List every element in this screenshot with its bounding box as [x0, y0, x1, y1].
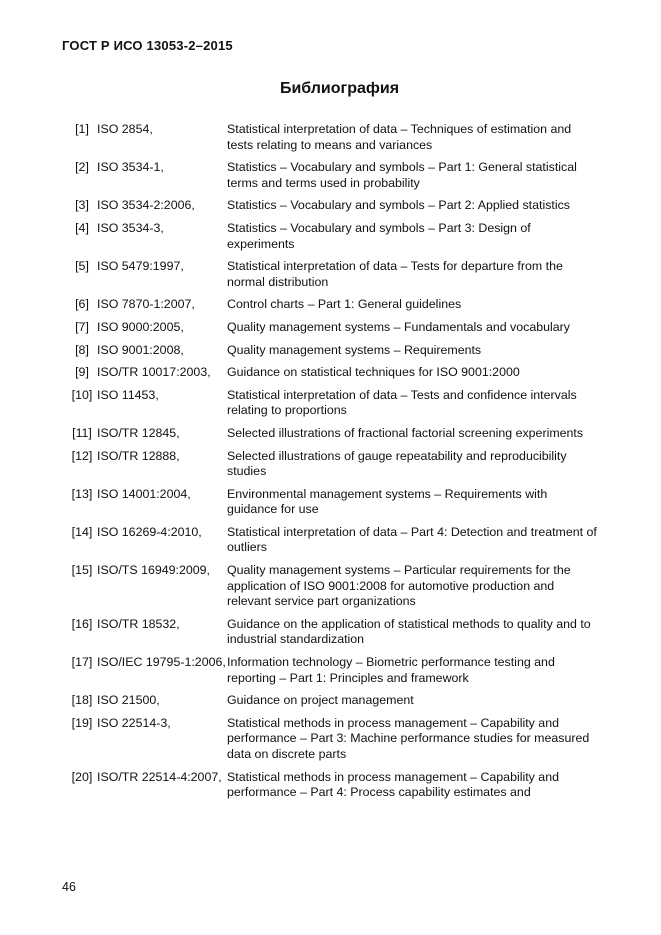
entry-number: [12] — [71, 448, 93, 463]
entry-standard-code: ISO 3534-3, — [97, 220, 164, 235]
bibliography-entry — [60, 160, 600, 191]
entry-title: Statistical interpretation of data – Techniques of estimation and tests relating to means and variances — [227, 122, 572, 152]
entry-number: [2] — [75, 160, 89, 175]
entry-number-cell — [60, 617, 96, 648]
entry-number-cell — [60, 259, 96, 290]
entry-standard-code: ISO 22514-3, — [97, 715, 171, 730]
entry-number: [5] — [75, 259, 89, 274]
entry-standard-code: ISO 3534-1, — [97, 160, 164, 175]
entry-title: Environmental management systems – Requirements with guidance for use — [227, 486, 548, 517]
entry-number: [13] — [71, 486, 93, 501]
bibliography-entry — [60, 716, 600, 763]
entry-standard-code: ISO 9000:2005, — [97, 319, 184, 334]
entry-title: Statistics – Vocabulary and symbols – Part 2: Applied statistics — [227, 198, 570, 213]
entry-number-cell — [60, 426, 96, 442]
entry-standard-code: ISO/TR 18532, — [97, 616, 180, 631]
entry-number-cell — [60, 655, 96, 686]
entry-number-cell — [60, 525, 96, 556]
bibliography-entry — [60, 655, 600, 686]
entry-number-cell — [60, 221, 96, 252]
entry-number-cell — [60, 563, 96, 610]
entry-title: Information technology – Biometric performance testing and reporting – Part 1: Principles and framework — [227, 655, 555, 685]
entry-title: Control charts – Part 1: General guidelines — [227, 297, 462, 312]
bibliography-entry — [60, 365, 600, 381]
entry-number: [9] — [75, 365, 89, 380]
entry-standard-code: ISO/TR 12845, — [97, 425, 180, 440]
entry-number-cell — [60, 343, 96, 359]
bibliography-entry — [60, 449, 600, 480]
entry-title: Quality management systems – Particular requirements for the application of ISO 9001:2008 for automotive production and relevant service part organizations — [227, 563, 571, 609]
entry-title: Statistical interpretation of data – Tests and confidence intervals relating to proportions — [227, 387, 577, 418]
entry-number-cell — [60, 770, 96, 801]
entry-title: Statistical interpretation of data – Tests for departure from the normal distribution — [227, 259, 563, 289]
bibliography-entry — [60, 617, 600, 648]
entry-title: Guidance on the application of statistical methods to quality and to industrial standardization — [227, 616, 591, 647]
entry-title: Guidance on statistical techniques for ISO 9001:2000 — [227, 365, 520, 380]
entry-number: [14] — [71, 524, 93, 539]
entry-number-cell — [60, 122, 96, 153]
entry-number: [3] — [75, 198, 89, 213]
document-header: ГОСТ Р ИСО 13053-2–2015 — [62, 38, 233, 53]
page-title: Библиография — [279, 80, 400, 97]
entry-number-cell — [60, 487, 96, 518]
entry-standard-code: ISO 11453, — [97, 387, 159, 402]
entry-title: Statistics – Vocabulary and symbols – Part 1: General statistical terms and terms used in probability — [227, 160, 577, 190]
entry-number-cell — [60, 160, 96, 191]
entry-title: Selected illustrations of gauge repeatability and reproducibility studies — [227, 448, 567, 479]
entry-standard-code: ISO 7870-1:2007, — [97, 297, 195, 312]
bibliography-entry — [60, 320, 600, 336]
entry-standard-code: ISO 3534-2:2006, — [97, 198, 195, 213]
bibliography-entry — [60, 259, 600, 290]
bibliography-entry — [60, 770, 600, 801]
entry-number: [17] — [71, 655, 93, 670]
entry-standard-code: ISO 21500, — [97, 693, 160, 708]
bibliography-entry — [60, 487, 600, 518]
bibliography-entry — [60, 221, 600, 252]
bibliography-entry — [60, 198, 600, 214]
entry-standard-code: ISO/TS 16949:2009, — [97, 563, 210, 578]
bibliography-list — [60, 122, 600, 808]
entry-standard-code: ISO 14001:2004, — [97, 486, 191, 501]
entry-number: [6] — [75, 297, 89, 312]
entry-title: Statistical methods in process management – Capability and performance – Part 3: Machine performance studies for measured data on discrete parts — [227, 715, 590, 761]
bibliography-entry — [60, 388, 600, 419]
entry-standard-code: ISO 5479:1997, — [97, 259, 184, 274]
entry-title: Selected illustrations of fractional factorial screening experiments — [227, 425, 584, 440]
entry-number: [11] — [72, 425, 92, 440]
entry-standard-code: ISO/TR 22514-4:2007, — [97, 769, 222, 784]
entry-number: [15] — [71, 563, 93, 578]
entry-title: Guidance on project management — [227, 693, 414, 708]
entry-number: [10] — [71, 387, 93, 402]
entry-number: [18] — [71, 693, 93, 708]
entry-number-cell — [60, 716, 96, 763]
entry-number: [7] — [75, 319, 89, 334]
entry-number-cell — [60, 388, 96, 419]
entry-number: [8] — [75, 342, 89, 357]
entry-number: [16] — [71, 616, 93, 631]
page-number: 46 — [62, 880, 76, 894]
entry-title: Quality management systems – Requirements — [227, 342, 482, 357]
entry-number-cell — [60, 198, 96, 214]
entry-number-cell — [60, 297, 96, 313]
bibliography-entry — [60, 426, 600, 442]
entry-title: Statistical interpretation of data – Part 4: Detection and treatment of outliers — [227, 524, 597, 555]
entry-number-cell — [60, 365, 96, 381]
entry-number-cell — [60, 449, 96, 480]
entry-standard-code: ISO/TR 12888, — [97, 448, 180, 463]
entry-number-cell — [60, 320, 96, 336]
bibliography-entry — [60, 122, 600, 153]
bibliography-entry — [60, 343, 600, 359]
entry-standard-code: ISO 16269-4:2010, — [97, 524, 202, 539]
entry-title: Statistics – Vocabulary and symbols – Part 3: Design of experiments — [227, 220, 531, 251]
entry-number: [1] — [75, 122, 89, 136]
entry-number: [4] — [75, 220, 89, 235]
entry-standard-code: ISO 9001:2008, — [97, 342, 184, 357]
entry-number-cell — [60, 693, 96, 709]
entry-standard-code: ISO/TR 10017:2003, — [97, 365, 211, 380]
bibliography-entry — [60, 525, 600, 556]
entry-standard-code: ISO/IEC 19795-1:2006, — [97, 655, 226, 670]
bibliography-entry — [60, 693, 600, 709]
entry-title: Quality management systems – Fundamentals and vocabulary — [227, 319, 570, 334]
entry-standard-code: ISO 2854, — [97, 122, 153, 136]
entry-title: Statistical methods in process management – Capability and performance – Part 4: Process capability estimates and — [227, 769, 559, 800]
bibliography-entry — [60, 297, 600, 313]
entry-number: [19] — [71, 715, 93, 730]
bibliography-entry — [60, 563, 600, 610]
entry-number: [20] — [71, 769, 93, 784]
